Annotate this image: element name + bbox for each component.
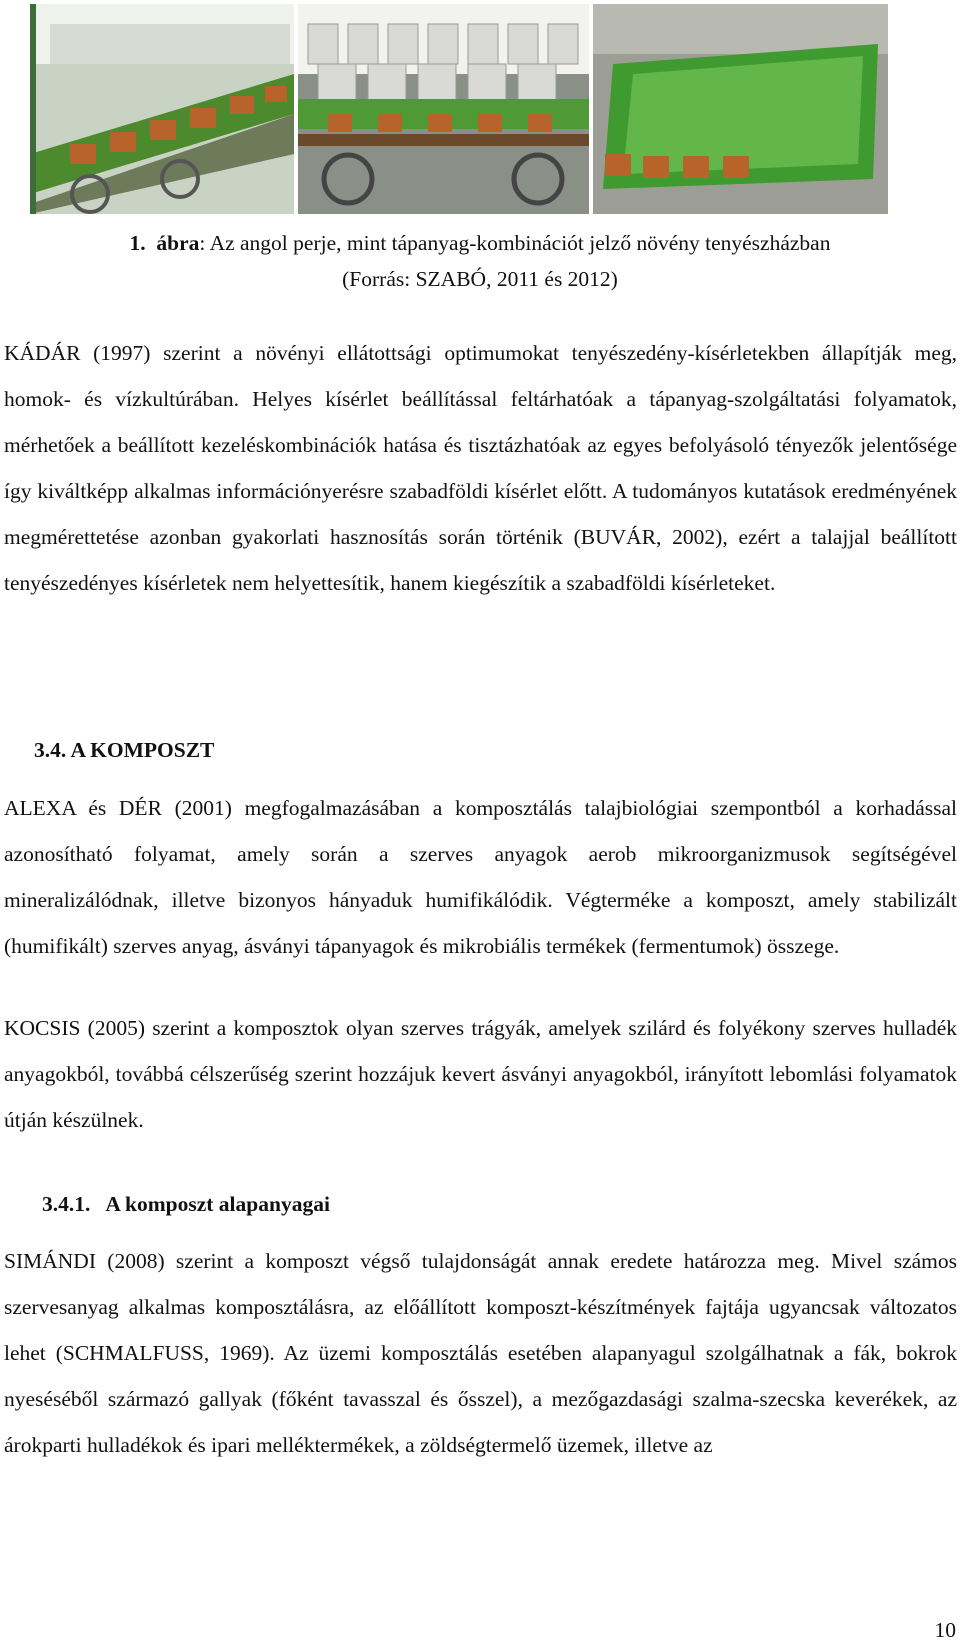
plant-photo-icon — [298, 4, 589, 214]
photo-trolley-pots — [30, 4, 294, 214]
plant-photo-icon — [593, 4, 888, 214]
figure-photos — [30, 4, 928, 214]
photo-grass-tray — [593, 4, 888, 214]
caption-text: : Az angol perje, mint tápanyag-kombinációt jelző növény tenyészházban — [199, 231, 831, 255]
caption-line-1 — [0, 225, 960, 261]
subsection-heading-alapanyagai — [42, 1189, 330, 1219]
caption-source: (Forrás: SZABÓ, 2011 és 2012) — [342, 267, 618, 291]
section-heading-komposzt: 3.4. A KOMPOSZT — [34, 738, 215, 762]
paragraph-kocsis: KOCSIS (2005) szerint a komposztok olyan szerves trágyák, amelyek szilárd és folyékony szerves hulladék anyagokból, továbbá célszerűség szerint hozzájuk kevert ásványi anyagokból, irányított lebomlási folyamatok útján készülnek. — [4, 1016, 957, 1132]
plant-photo-icon — [30, 4, 294, 214]
paragraph-simandi: SIMÁNDI (2008) szerint a komposzt végső tulajdonságát annak eredete határozza meg. Mivel számos szervesanyag alkalmas komposztálásra, az előállított komposzt-készítmények fajtája ugyancsak változatos lehet (SCHMALFUSS, 1969). Az üzemi komposztálás esetében alapanyagul szolgálhatnak a fák, bokrok nyeséséből származó gallyak (főként tavasszal és ősszel), a mezőgazdasági szalma-szecska keverékek, az árokparti hulladékok és ipari melléktermékek, a zöldségtermelő üzemek, illetve az — [4, 1249, 957, 1457]
paragraph-kadar: KÁDÁR (1997) szerint a növényi ellátottsági optimumokat tenyészedény-kísérletekben állapítják meg, homok- és vízkultúrában. Helyes kísérlet beállítással feltárhatóak a tápanyag-szolgáltatási folyamatok, mérhetőek a beállított kezeléskombinációk hatása és tisztázhatóak az egyes befolyásoló tényezők jelentősége így kiváltképp alkalmas információnyerésre szabadföldi kísérlet előtt. A tudományos kutatások eredményének megmérettetése azonban gyakorlati hasznosítás során történik (BUVÁR, 2002), ezért a talajjal beállított tenyészedényes kísérletek nem helyettesítik, hanem kiegészítik a szabadföldi kísérleteket. — [4, 341, 957, 595]
photo-cart-containers — [298, 4, 589, 214]
paragraph-alexa: ALEXA és DÉR (2001) megfogalmazásában a komposztálás talajbiológiai szempontból a korhadással azonosítható folyamat, amely során a szerves anyagok aerob mikroorganizmusok segítségével mineralizálódnak, illetve bizonyos hányaduk humifikálódik. Végterméke a komposzt, amely stabilizált (humifikált) szerves anyag, ásványi tápanyagok és mikrobiális termékek (fermentumok) összege. — [4, 796, 957, 958]
page-number: 10 — [934, 1618, 956, 1642]
figure-number: 1. — [129, 231, 146, 255]
figure-label: ábra — [156, 231, 200, 255]
subsection-number: 3.4.1. — [42, 1192, 91, 1216]
figure-caption — [0, 225, 960, 297]
subsection-title: A komposzt alapanyagai — [105, 1192, 330, 1216]
